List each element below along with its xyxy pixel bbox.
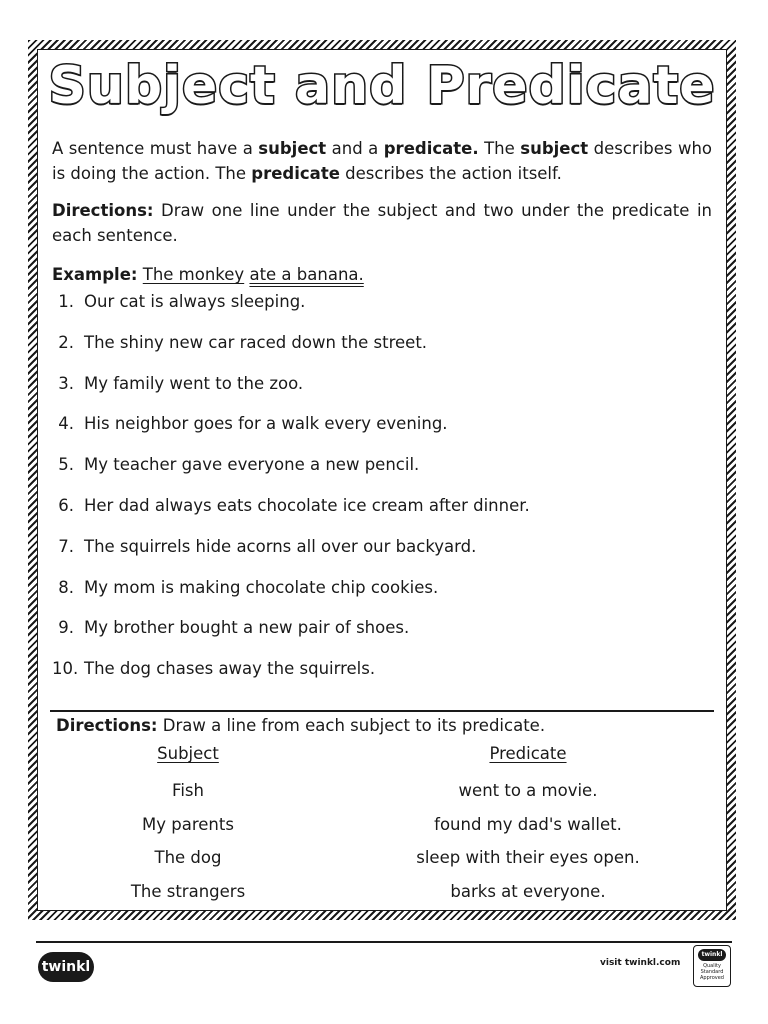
directions-text: Draw a line from each subject to its predicate. bbox=[157, 716, 546, 735]
list-item bbox=[52, 332, 530, 373]
predicate-item: went to a movie. bbox=[458, 781, 598, 800]
item-text: The shiny new car raced down the street. bbox=[84, 332, 428, 352]
intro-text: The bbox=[478, 139, 521, 158]
subject-item: Fish bbox=[172, 781, 204, 800]
subject-item: The strangers bbox=[130, 881, 246, 901]
intro-bold: subject bbox=[520, 139, 589, 158]
item-number: 6. bbox=[58, 495, 74, 515]
predicate-item: sleep with their eyes open. bbox=[416, 848, 640, 867]
item-text: My mom is making chocolate chip cookies. bbox=[84, 577, 439, 597]
directions-underline bbox=[52, 198, 712, 248]
item-text: The squirrels hide acorns all over our backyard. bbox=[84, 536, 477, 556]
item-text: The dog chases away the squirrels. bbox=[84, 659, 376, 679]
example-sentence bbox=[52, 262, 712, 287]
sentence-list bbox=[52, 291, 530, 699]
item-number: 5. bbox=[58, 455, 74, 475]
badge-logo: twinkl bbox=[698, 949, 726, 961]
item-number: 3. bbox=[58, 373, 74, 393]
item-number: 9. bbox=[58, 618, 74, 638]
list-item bbox=[52, 536, 530, 577]
intro-bold: predicate bbox=[251, 164, 340, 183]
section-divider bbox=[50, 710, 714, 712]
subject-header: Subject bbox=[157, 744, 219, 763]
intro-text: A sentence must have a bbox=[52, 139, 259, 158]
predicate-item: barks at everyone. bbox=[450, 881, 606, 901]
worksheet-title: Subject and Predicate bbox=[48, 56, 716, 116]
example-subject: The monkey bbox=[142, 265, 245, 284]
visit-link-text: visit twinkl.com bbox=[600, 958, 681, 968]
intro-bold: predicate. bbox=[383, 139, 479, 158]
item-text: My teacher gave everyone a new pencil. bbox=[84, 455, 420, 475]
subject-item: The dog bbox=[154, 848, 222, 867]
example-label: Example: bbox=[52, 265, 138, 284]
twinkl-logo: twinkl bbox=[38, 952, 94, 982]
list-item bbox=[52, 291, 530, 332]
list-item bbox=[52, 373, 530, 414]
directions-label: Directions: bbox=[52, 201, 154, 220]
list-item bbox=[52, 577, 530, 618]
intro-text: describes who is doing the action. The bbox=[52, 139, 713, 183]
directions-text: Draw one line under the subject and two under the predicate in each sentence. bbox=[52, 201, 712, 245]
footer-divider bbox=[36, 941, 732, 943]
subject-column bbox=[88, 742, 288, 908]
item-number: 1. bbox=[58, 292, 74, 311]
item-text: My brother bought a new pair of shoes. bbox=[84, 618, 410, 638]
item-number: 7. bbox=[58, 536, 74, 556]
intro-text: and a bbox=[326, 139, 384, 158]
intro-text: describes the action itself. bbox=[339, 164, 562, 183]
example-predicate: ate a banana. bbox=[249, 265, 364, 284]
item-number: 4. bbox=[58, 414, 74, 434]
list-item bbox=[52, 413, 530, 454]
item-text: My family went to the zoo. bbox=[84, 373, 304, 393]
predicate-item: found my dad's wallet. bbox=[434, 814, 622, 834]
worksheet-content bbox=[37, 49, 727, 911]
predicate-header: Predicate bbox=[489, 744, 567, 763]
intro-paragraph bbox=[52, 136, 712, 186]
directions-matching bbox=[56, 714, 545, 738]
list-item bbox=[52, 617, 530, 658]
item-text: His neighbor goes for a walk every evening. bbox=[84, 414, 448, 434]
item-number: 10. bbox=[52, 659, 79, 679]
list-item bbox=[52, 454, 530, 495]
badge-text: Quality Standard Approved bbox=[700, 963, 724, 981]
predicate-column bbox=[378, 742, 678, 908]
subject-item: My parents bbox=[142, 814, 234, 834]
item-number: 2. bbox=[58, 332, 74, 352]
item-number: 8. bbox=[58, 577, 74, 597]
worksheet-border bbox=[28, 40, 736, 920]
quality-badge bbox=[693, 945, 731, 987]
item-text: Her dad always eats chocolate ice cream after dinner. bbox=[84, 495, 530, 515]
item-text: Our cat is always sleeping. bbox=[84, 292, 306, 311]
directions-label: Directions: bbox=[56, 716, 158, 735]
intro-bold: subject bbox=[258, 139, 327, 158]
list-item bbox=[52, 658, 530, 699]
list-item bbox=[52, 495, 530, 536]
